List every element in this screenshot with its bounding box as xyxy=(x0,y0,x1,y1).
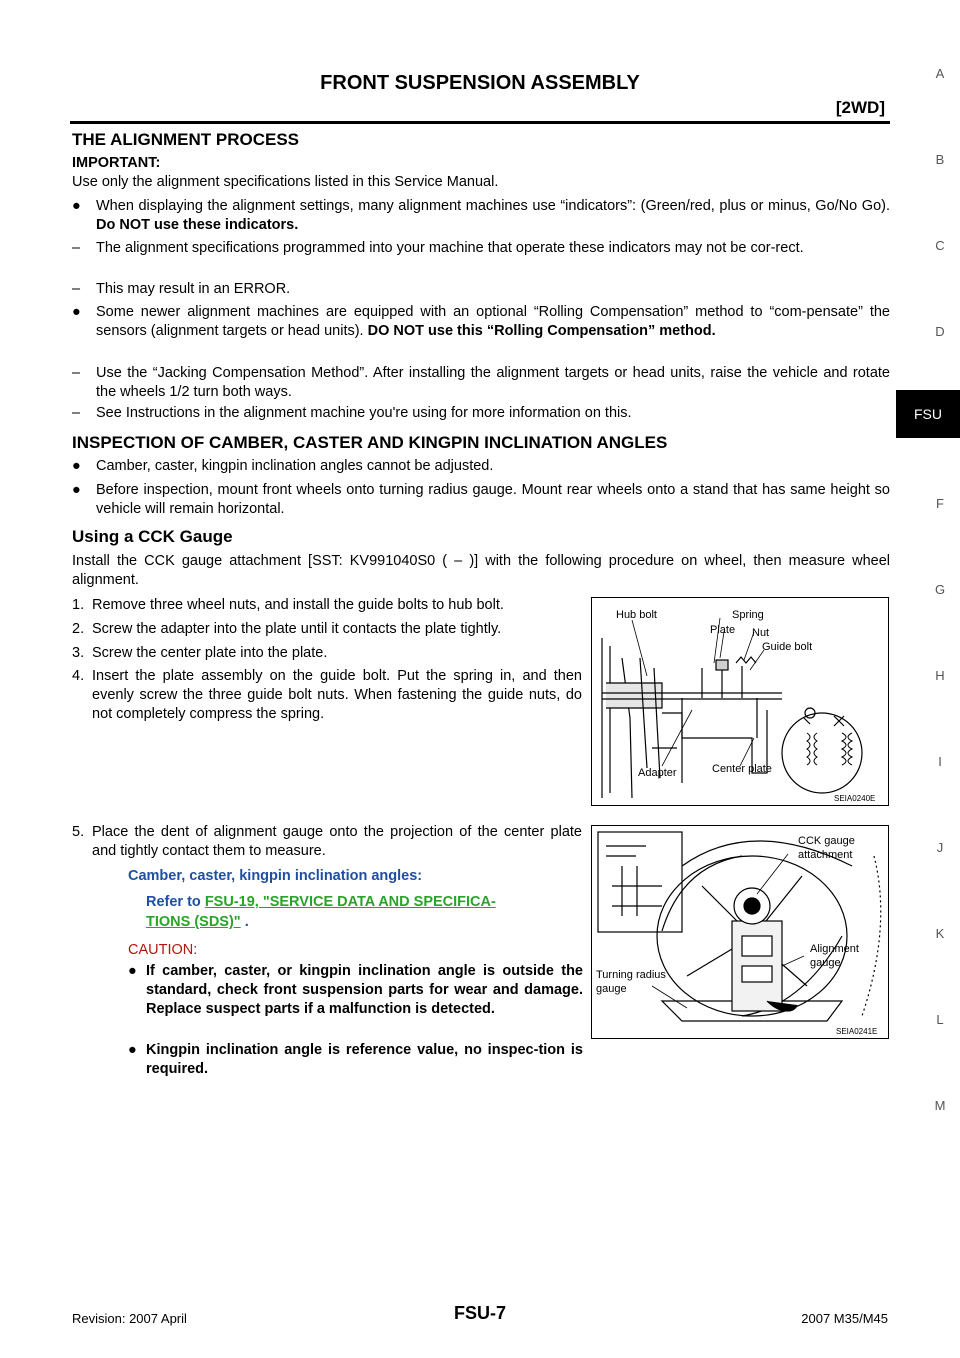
label-cck-attachment: attachment xyxy=(798,849,853,861)
bullet-cannot-adjust: ● Camber, caster, kingpin inclination angles cannot be adjusted. xyxy=(72,458,494,474)
step-1: 1. Remove three wheel nuts, and install the guide bolts to hub bolt. xyxy=(72,597,504,613)
label-alignment: Alignment xyxy=(810,943,859,955)
label-turning-radius: Turning radius xyxy=(596,969,666,981)
caution-label: CAUTION: xyxy=(128,942,198,958)
caution-item-1: ● If camber, caster, or kingpin inclination angle is outside the standard, check front suspension parts for wear and damage. Replace suspect parts if a malfunction is detected. xyxy=(128,963,583,1017)
bullet-before-inspection: ● Before inspection, mount front wheels onto turning radius gauge. Mount rear wheels onto a stand that has same height so vehicle will remain horizontal. xyxy=(72,482,890,517)
label-center-plate: Center plate xyxy=(712,763,772,775)
label-alignment-gauge: gauge xyxy=(810,957,841,969)
figure-code-2: SEIA0241E xyxy=(836,1027,878,1036)
bullet-icon: ● xyxy=(72,198,81,214)
dash-item-instructions: – See Instructions in the alignment machine you're using for more information on this. xyxy=(72,405,632,421)
spec-label: Camber, caster, kingpin inclination angles: xyxy=(128,868,423,884)
dash-item-specs: – The alignment specifications programmed into your machine that operate these indicators may not be cor-rect. xyxy=(72,240,804,256)
side-index-i[interactable]: I xyxy=(938,754,942,769)
label-plate: Plate xyxy=(710,624,736,636)
side-index-b[interactable]: B xyxy=(935,152,945,167)
side-index-fsu-active[interactable]: FSU xyxy=(896,390,960,438)
bullet-icon: ● xyxy=(128,963,137,979)
page-number: FSU-7 xyxy=(453,1303,506,1323)
bullet-rolling-compensation: ● Some newer alignment machines are equipped with an optional “Rolling Compensation” method to “com-pensate” the sensors (alignment targets or head units). DO NOT use this “Rolling Compensation” method. xyxy=(72,304,890,339)
side-index-f[interactable]: F xyxy=(936,496,944,511)
step-2: 2. Screw the adapter into the plate until it contacts the plate tightly. xyxy=(72,621,502,637)
spec-refer-line-1: Refer to FSU-19, "SERVICE DATA AND SPECIFICA- xyxy=(146,894,496,910)
bullet-icon: ● xyxy=(72,458,81,474)
side-index-d[interactable]: D xyxy=(935,324,945,339)
important-text: Use only the alignment specifications listed in this Service Manual. xyxy=(72,174,499,190)
figure-code-1: SEIA0240E xyxy=(834,794,876,803)
dash-icon: – xyxy=(72,405,81,421)
side-index-g[interactable]: G xyxy=(934,582,946,597)
footer-revision: Revision: 2007 April xyxy=(72,1311,187,1326)
side-index-a[interactable]: A xyxy=(935,66,945,81)
side-index-l[interactable]: L xyxy=(936,1012,944,1027)
figure-alignment-gauge-diagram xyxy=(591,825,889,1039)
bullet-icon: ● xyxy=(72,304,81,320)
cck-attachment-illustration xyxy=(592,598,888,805)
section-heading-cck-gauge: Using a CCK Gauge xyxy=(72,527,233,546)
bullet-icon: ● xyxy=(128,1042,137,1058)
bullet-icon: ● xyxy=(72,482,81,498)
dash-icon: – xyxy=(72,281,81,297)
cck-intro: Install the CCK gauge attachment [SST: KV991040S0 ( – )] with the following procedure on wheel, then measure wheel alignment. xyxy=(72,553,890,588)
label-spring: Spring xyxy=(732,609,764,621)
label-hub-bolt: Hub bolt xyxy=(616,609,657,621)
side-index-h[interactable]: H xyxy=(935,668,945,683)
important-label: IMPORTANT: xyxy=(72,155,161,171)
side-index-j[interactable]: J xyxy=(936,840,944,855)
label-guide-bolt: Guide bolt xyxy=(762,641,813,653)
step-3: 3. Screw the center plate into the plate. xyxy=(72,645,328,661)
figure-cck-attachment-diagram xyxy=(591,597,889,806)
bullet-indicators: ● When displaying the alignment settings, many alignment machines use “indicators”: (Green/red, plus or minus, Go/No Go). Do NOT use these indicators. xyxy=(72,198,890,233)
page-title: FRONT SUSPENSION ASSEMBLY xyxy=(320,72,640,94)
label-nut: Nut xyxy=(752,627,770,639)
section-heading-alignment-process: THE ALIGNMENT PROCESS xyxy=(72,130,299,149)
side-index-k[interactable]: K xyxy=(935,926,945,941)
label-cck-gauge: CCK gauge xyxy=(798,835,855,847)
dash-item-jacking: – Use the “Jacking Compensation Method”. After installing the alignment targets or head units, raise the vehicle and rotate the wheels 1/2 turn both ways. xyxy=(72,365,890,400)
step-4: 4. Insert the plate assembly on the guide bolt. Put the spring in, and then evenly screw the three guide bolt nuts. When fastening the guide nuts, do not completely compress the spring. xyxy=(72,668,582,722)
dash-icon: – xyxy=(72,240,81,256)
label-turning-gauge: gauge xyxy=(596,983,627,995)
footer-model: 2007 M35/M45 xyxy=(801,1311,888,1326)
alignment-gauge-illustration xyxy=(592,826,888,1038)
step-5: 5. Place the dent of alignment gauge onto the projection of the center plate and tightly contact them to measure. xyxy=(72,824,582,859)
page-subtitle: [2WD] xyxy=(835,98,885,117)
dash-icon: – xyxy=(72,365,81,381)
side-index-m[interactable]: M xyxy=(934,1098,946,1113)
side-index-c[interactable]: C xyxy=(935,238,945,253)
label-adapter: Adapter xyxy=(638,767,677,779)
dash-item-error: – This may result in an ERROR. xyxy=(72,281,291,297)
spec-refer-line-2: TIONS (SDS)" . xyxy=(146,914,249,930)
sds-link[interactable]: FSU-19, "SERVICE DATA AND SPECIFICA- xyxy=(204,894,496,910)
header-rule xyxy=(70,121,890,124)
sds-link-continued[interactable]: TIONS (SDS)" xyxy=(146,914,241,930)
caution-item-2: ● Kingpin inclination angle is reference value, no inspec-tion is required. xyxy=(128,1042,583,1077)
section-heading-inspection: INSPECTION OF CAMBER, CASTER AND KINGPIN INCLINATION ANGLES xyxy=(72,433,668,452)
